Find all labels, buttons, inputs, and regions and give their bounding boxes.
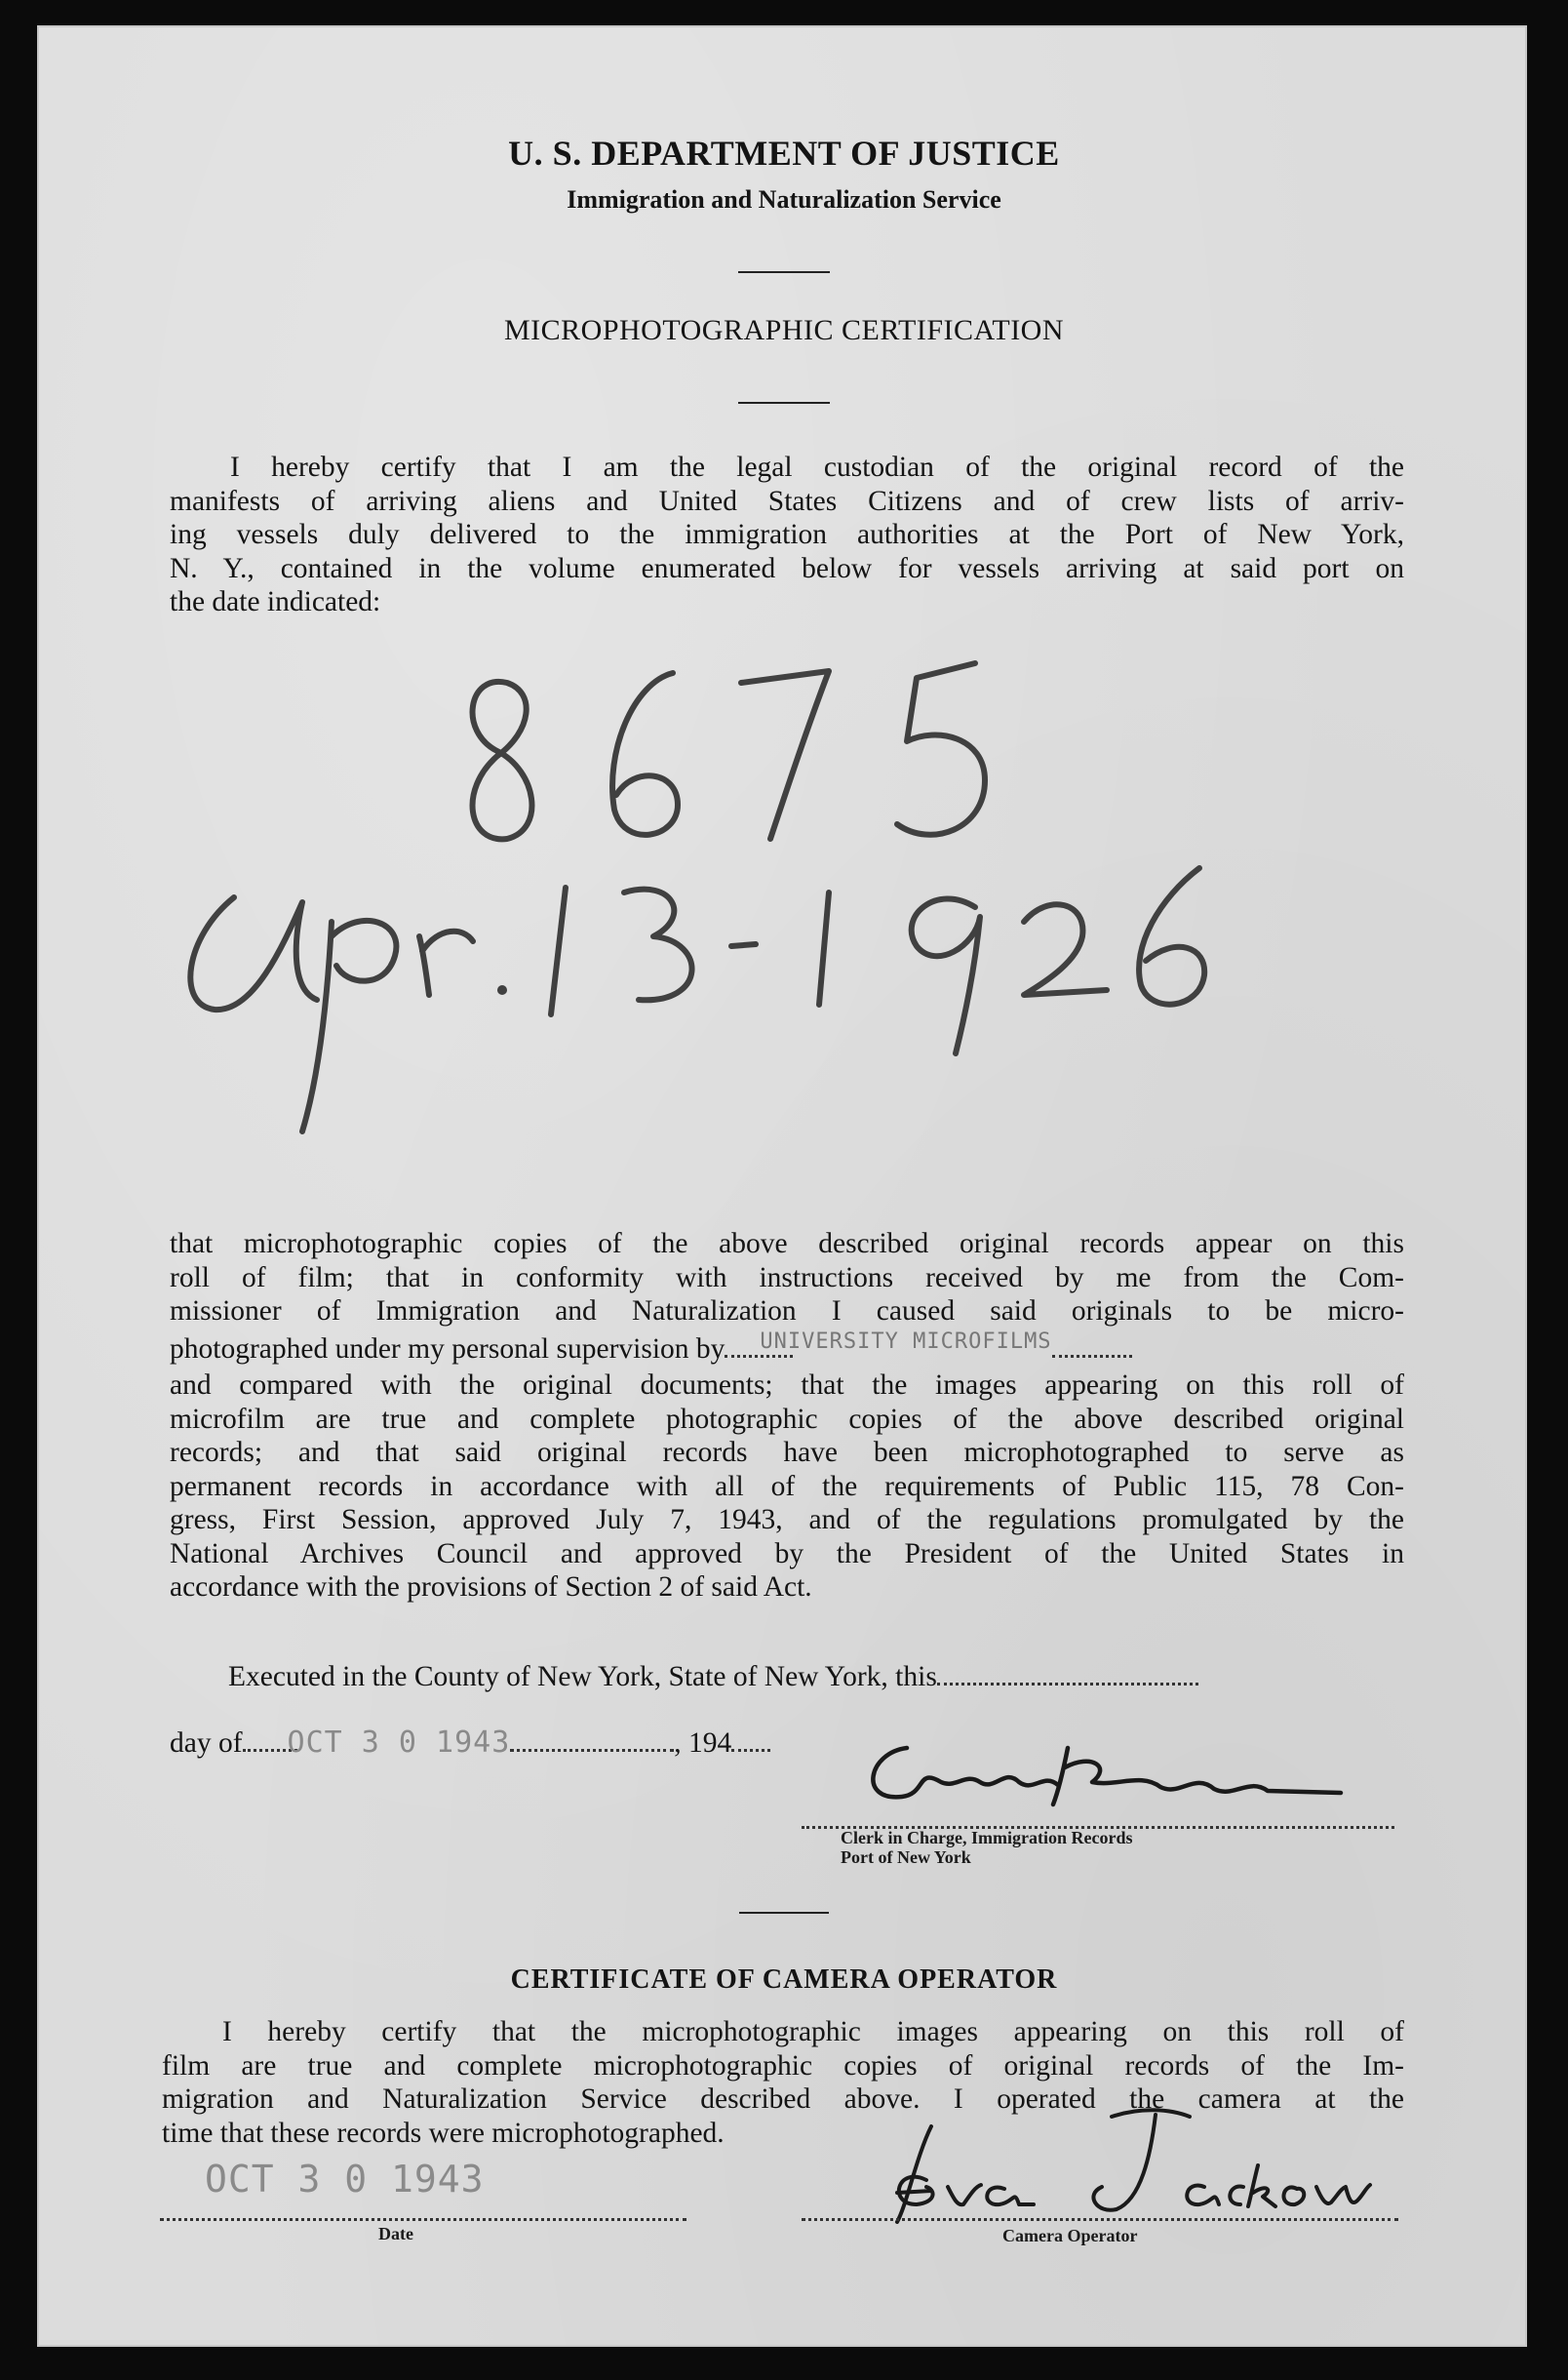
clerk-signature xyxy=(848,1728,1355,1816)
header-divider-1 xyxy=(738,271,830,273)
body-line: National Archives Council and approved by the President of the United States in xyxy=(170,1537,1404,1569)
camera-operator-signature xyxy=(858,2097,1404,2224)
camera-line: time that these records were microphotographed. xyxy=(162,2117,725,2149)
camera-line: I hereby certify that the microphotographic images appearing on this roll of xyxy=(222,2016,1404,2047)
handwritten-digit-1 xyxy=(819,892,829,1005)
executed-text: Executed in the County of New York, State of New York, this xyxy=(228,1661,937,1692)
handwritten-digit-3 xyxy=(624,890,692,1001)
handwritten-digit-8 xyxy=(473,682,532,839)
handwritten-period xyxy=(497,985,507,995)
handwritten-digit-6 xyxy=(1139,868,1204,1005)
handwritten-letter-r xyxy=(419,932,473,995)
day-of-label: day of xyxy=(170,1727,243,1759)
execution-date-stamp: OCT 3 0 1943 xyxy=(287,1726,511,1760)
body-line: accordance with the provisions of Section 2 of said Act. xyxy=(170,1571,812,1603)
intro-line: the date indicated: xyxy=(170,586,381,617)
department-title: U. S. DEPARTMENT OF JUSTICE xyxy=(508,134,1060,173)
camera-operator-title: CERTIFICATE OF CAMERA OPERATOR xyxy=(510,1964,1058,1995)
handwritten-digit-1 xyxy=(551,888,566,1014)
handwritten-letter-p xyxy=(302,921,396,1131)
camera-operator-label: Camera Operator xyxy=(1002,2226,1138,2245)
dotted-leader xyxy=(510,1748,674,1752)
handwritten-digit-7 xyxy=(741,671,829,839)
year-prefix: , 194 xyxy=(674,1727,732,1759)
intro-line: I hereby certify that I am the legal custodian of the original record of the xyxy=(230,452,1404,483)
supervision-line xyxy=(170,1329,1404,1369)
camera-line: film are true and complete microphotographic copies of original records of the Im- xyxy=(162,2049,1404,2082)
handwritten-digit-5 xyxy=(897,663,985,835)
body-line: microfilm are true and complete photographic copies of the above described original xyxy=(170,1403,1404,1435)
body-line: roll of film; that in conformity with instructions received by me from the Com- xyxy=(170,1261,1404,1293)
intro-line: ing vessels duly delivered to the immigration authorities at the Port of New York, xyxy=(170,519,1404,550)
date-line xyxy=(160,2208,686,2226)
clerk-title-line-2: Port of New York xyxy=(841,1847,971,1867)
dotted-leader xyxy=(802,2217,1398,2221)
body-line: missioner of Immigration and Naturalization I caused said originals to be micro- xyxy=(170,1295,1404,1327)
dotted-leader xyxy=(937,1682,1198,1686)
body-paragraph xyxy=(170,1227,1404,1605)
handwritten-dash xyxy=(731,944,756,946)
intro-paragraph xyxy=(170,451,1404,619)
dotted-leader xyxy=(731,1748,770,1752)
executed-line xyxy=(228,1660,1404,1694)
camera-line: migration and Naturalization Service described above. I operated the camera at the xyxy=(162,2083,1404,2115)
header-divider-2 xyxy=(738,402,830,404)
body-line: records; and that said original records have been microphotographed to serve as xyxy=(170,1437,1404,1468)
intro-line: N. Y., contained in the volume enumerated below for vessels arriving at said port on xyxy=(170,552,1404,584)
body-line: that microphotographic copies of the above described original records appear on this xyxy=(170,1228,1404,1259)
handwritten-volume-and-date xyxy=(146,644,1316,1151)
certificate-page xyxy=(37,25,1527,2347)
microfilm-company-stamp: UNIVERSITY MICROFILMS xyxy=(760,1329,1052,1354)
body-line: permanent records in accordance with all of the requirements of Public 115, 78 Con- xyxy=(170,1470,1404,1502)
certification-title: MICROPHOTOGRAPHIC CERTIFICATION xyxy=(503,314,1065,346)
dotted-leader xyxy=(160,2217,686,2221)
handwritten-digit-2 xyxy=(1024,904,1107,995)
section-divider xyxy=(739,1912,829,1914)
day-of-line xyxy=(170,1726,911,1761)
dotted-leader xyxy=(725,1354,793,1358)
camera-date-stamp: OCT 3 0 1943 xyxy=(205,2158,485,2201)
handwritten-digit-6 xyxy=(612,673,678,835)
handwritten-letter-a xyxy=(190,897,317,1010)
supervision-prefix: photographed under my personal supervision by xyxy=(170,1332,725,1365)
clerk-title-line-1: Clerk in Charge, Immigration Records xyxy=(841,1828,1133,1847)
body-line: gress, First Session, approved July 7, 1943, and of the regulations promulgated by the xyxy=(170,1504,1404,1535)
handwritten-digit-9 xyxy=(912,898,980,1053)
operator-signature-line xyxy=(802,2208,1398,2226)
date-label: Date xyxy=(378,2224,413,2243)
clerk-title xyxy=(841,1828,1132,1867)
body-line: and compared with the original documents; that the images appearing on this roll of xyxy=(170,1369,1404,1401)
service-subtitle: Immigration and Naturalization Service xyxy=(567,185,1001,214)
dotted-leader xyxy=(1052,1354,1132,1358)
intro-line: manifests of arriving aliens and United States Citizens and of crew lists of arriv- xyxy=(170,485,1404,517)
